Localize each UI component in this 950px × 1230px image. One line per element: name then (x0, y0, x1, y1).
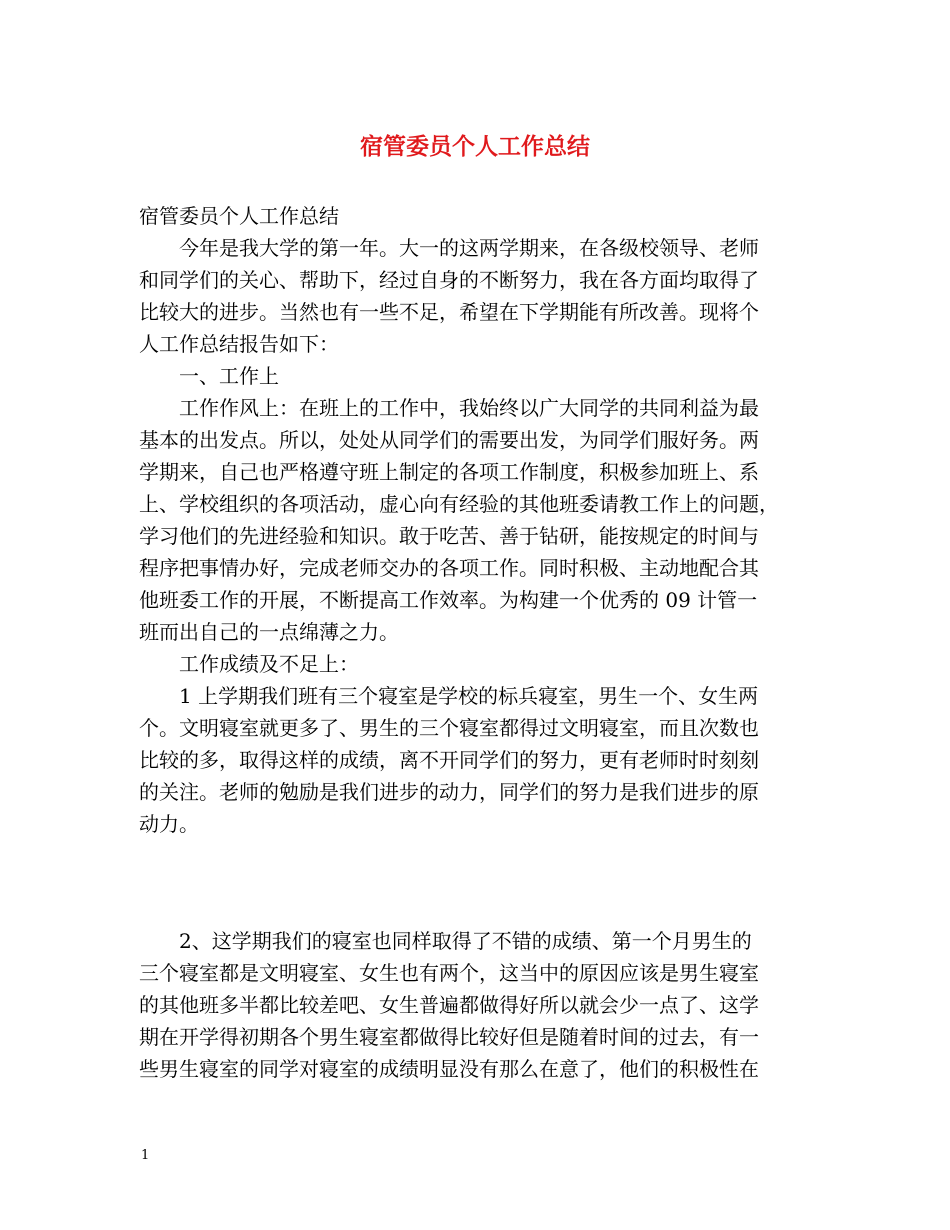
text-line: 比较的多，取得这样的成绩，离不开同学们的努力，更有老师时时刻刻 (139, 748, 759, 772)
text-line: 他班委工作的开展，不断提高工作效率。为构建一个优秀的 09 计管一 (139, 588, 758, 612)
text-line: 期在开学得初期各个男生寝室都做得比较好但是随着时间的过去，有一 (139, 1025, 759, 1049)
text-line: 三个寝室都是文明寝室、女生也有两个，这当中的原因应该是男生寝室 (139, 961, 759, 985)
text-line: 宿管委员个人工作总结 (139, 204, 339, 228)
text-line: 动力。 (139, 812, 199, 836)
body-text-block-1 (139, 200, 811, 840)
text-line: 1 上学期我们班有三个寝室是学校的标兵寝室，男生一个、女生两 (139, 684, 759, 708)
text-line: 和同学们的关心、帮助下，经过自身的不断努力，我在各方面均取得了 (139, 268, 759, 292)
text-line: 今年是我大学的第一年。大一的这两学期来，在各级校领导、老师 (139, 236, 759, 260)
text-line: 的其他班多半都比较差吧、女生普遍都做得好所以就会少一点了、这学 (139, 993, 759, 1017)
text-line: 班而出自己的一点绵薄之力。 (139, 620, 399, 644)
text-line: 比较大的进步。当然也有一些不足，希望在下学期能有所改善。现将个 (139, 300, 759, 324)
text-line: 工作作风上：在班上的工作中，我始终以广大同学的共同利益为最 (139, 396, 759, 420)
text-line: 学习他们的先进经验和知识。敢于吃苦、善于钻研，能按规定的时间与 (139, 524, 759, 548)
text-line: 一、工作上 (139, 364, 279, 388)
text-line: 上、学校组织的各项活动，虚心向有经验的其他班委请教工作上的问题， (139, 492, 779, 516)
page-title: 宿管委员个人工作总结 (360, 133, 590, 160)
text-line: 基本的出发点。所以，处处从同学们的需要出发，为同学们服好务。两 (139, 428, 759, 452)
page-number: 1 (141, 1148, 150, 1163)
text-line: 工作成绩及不足上： (139, 652, 359, 676)
text-line: 2、这学期我们的寝室也同样取得了不错的成绩、第一个月男生的 (139, 929, 752, 953)
text-line: 人工作总结报告如下： (139, 332, 339, 356)
body-text-block-2 (139, 925, 811, 1085)
text-line: 学期来，自己也严格遵守班上制定的各项工作制度，积极参加班上、系 (139, 460, 759, 484)
text-line: 些男生寝室的同学对寝室的成绩明显没有那么在意了，他们的积极性在 (139, 1057, 759, 1081)
text-line: 个。文明寝室就更多了、男生的三个寝室都得过文明寝室，而且次数也 (139, 716, 759, 740)
text-line: 的关注。老师的勉励是我们进步的动力，同学们的努力是我们进步的原 (139, 780, 759, 804)
text-line: 程序把事情办好，完成老师交办的各项工作。同时积极、主动地配合其 (139, 556, 759, 580)
